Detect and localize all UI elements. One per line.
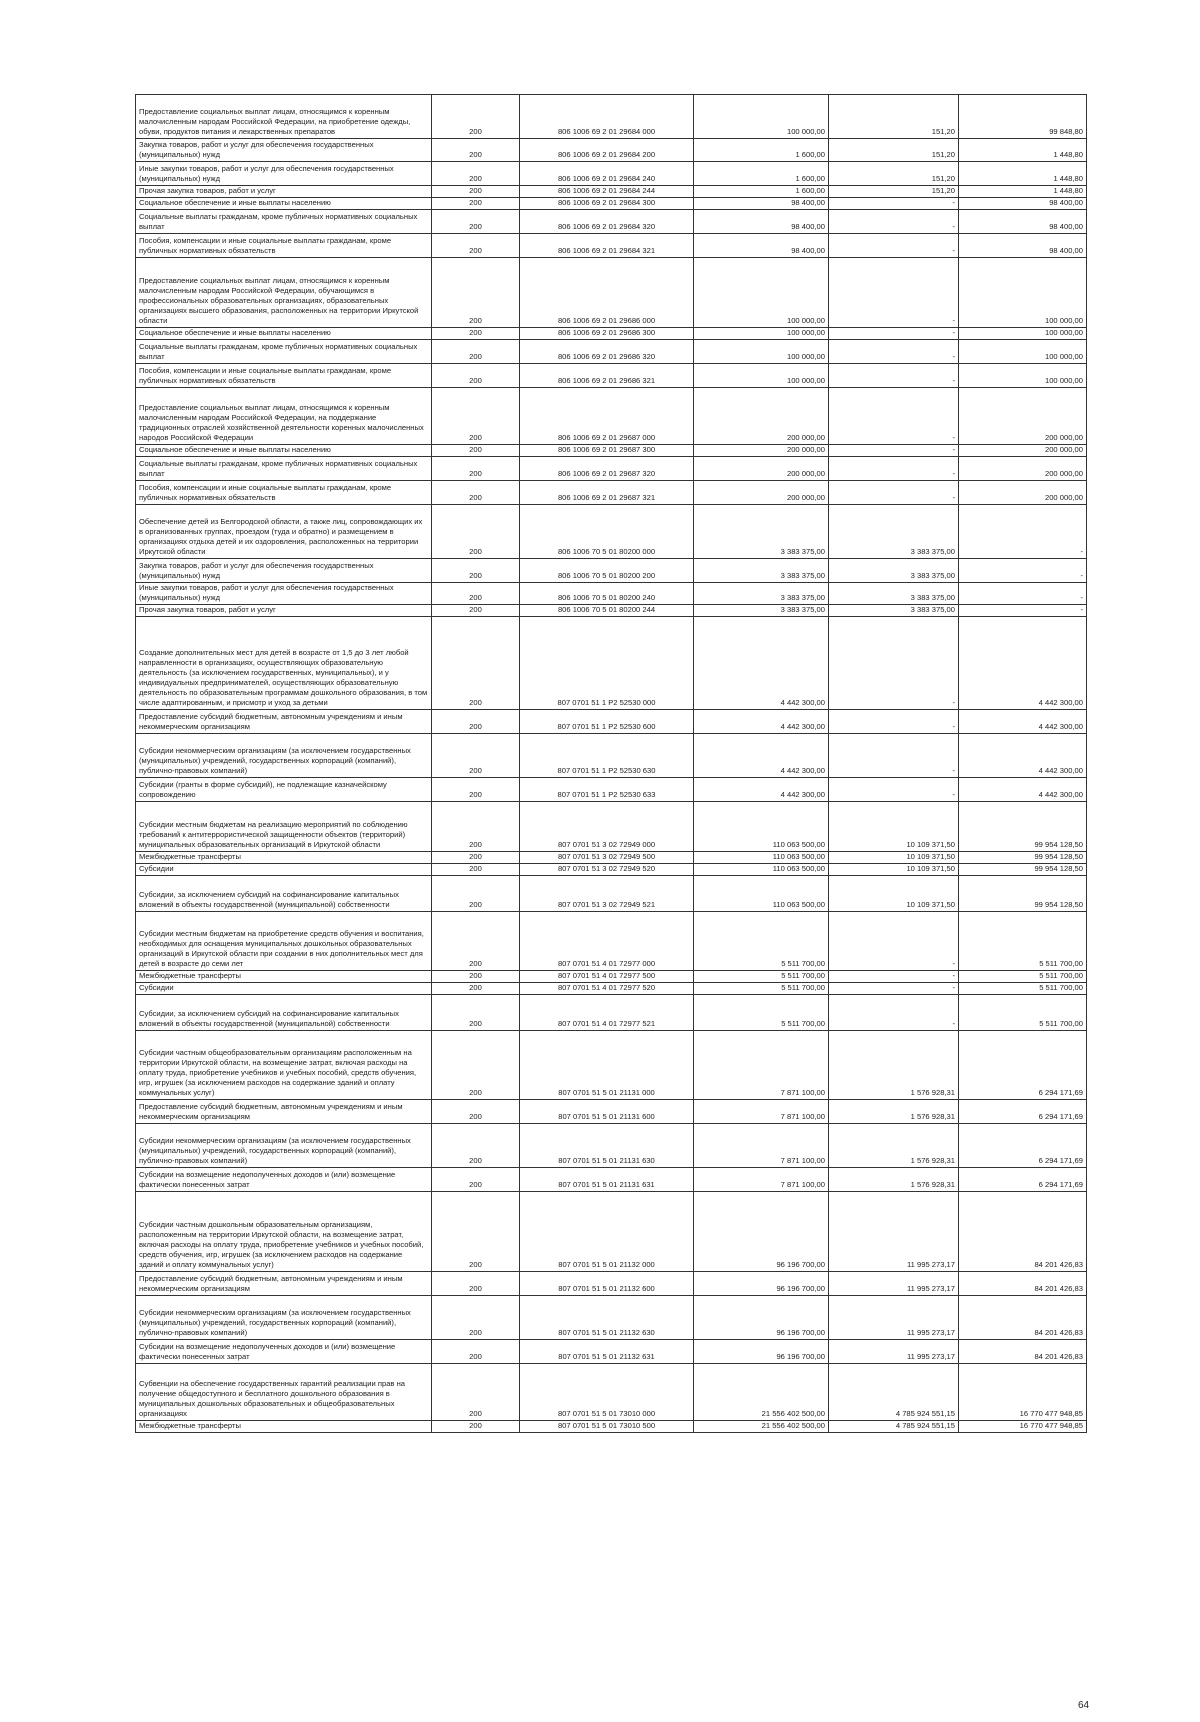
row-unexecuted-amount: 200 000,00 (959, 445, 1087, 457)
row-line-code: 200 (432, 1272, 520, 1296)
row-approved-amount: 100 000,00 (694, 364, 829, 388)
row-budget-code: 807 0701 51 4 01 72977 500 (520, 971, 694, 983)
row-line-code: 200 (432, 734, 520, 778)
row-unexecuted-amount: 200 000,00 (959, 481, 1087, 505)
row-name: Субсидии, за исключением субсидий на софинансирование капитальных вложений в объекты государственной (муниципальной) собственности (136, 995, 432, 1031)
table-row (136, 1296, 1087, 1340)
row-executed-amount: 4 785 924 551,15 (829, 1421, 959, 1433)
row-budget-code: 807 0701 51 4 01 72977 000 (520, 912, 694, 971)
row-approved-amount: 110 063 500,00 (694, 864, 829, 876)
row-budget-code: 807 0701 51 5 01 21131 000 (520, 1031, 694, 1100)
table-row (136, 1031, 1087, 1100)
row-line-code: 200 (432, 1192, 520, 1272)
row-line-code: 200 (432, 1124, 520, 1168)
row-name: Субсидии (гранты в форме субсидий), не подлежащие казначейскому сопровождению (136, 778, 432, 802)
row-name: Субсидии некоммерческим организациям (за исключением государственных (муниципальных) учреждений, государственных корпораций (компаний), публично-правовых компаний) (136, 1296, 432, 1340)
row-unexecuted-amount: 6 294 171,69 (959, 1031, 1087, 1100)
row-executed-amount: - (829, 445, 959, 457)
row-approved-amount: 110 063 500,00 (694, 802, 829, 852)
row-unexecuted-amount: 98 400,00 (959, 234, 1087, 258)
table-row (136, 505, 1087, 559)
row-name: Субсидии местным бюджетам на приобретение средств обучения и воспитания, необходимых для оснащения муниципальных дошкольных образовательных организаций в Иркутской области при создании в них дополнительных мест для детей в возрасте до семи лет (136, 912, 432, 971)
row-budget-code: 806 1006 70 5 01 80200 000 (520, 505, 694, 559)
row-name: Субсидии некоммерческим организациям (за исключением государственных (муниципальных) учреждений, государственных корпораций (компаний), публично-правовых компаний) (136, 1124, 432, 1168)
row-approved-amount: 7 871 100,00 (694, 1100, 829, 1124)
row-executed-amount: 151,20 (829, 139, 959, 162)
row-name: Субсидии некоммерческим организациям (за исключением государственных (муниципальных) учреждений, государственных корпораций (компаний), публично-правовых компаний) (136, 734, 432, 778)
row-name: Субсидии (136, 864, 432, 876)
row-unexecuted-amount: 5 511 700,00 (959, 983, 1087, 995)
table-row (136, 583, 1087, 605)
row-line-code: 200 (432, 234, 520, 258)
row-approved-amount: 110 063 500,00 (694, 852, 829, 864)
row-executed-amount: 1 576 928,31 (829, 1031, 959, 1100)
row-executed-amount: 3 383 375,00 (829, 559, 959, 583)
row-name: Предоставление социальных выплат лицам, относящимся к коренным малочисленным народам Российской Федерации, на поддержание традиционных отраслей хозяйственной деятельности коренных малочисленных народов Российской Федерации (136, 388, 432, 445)
row-unexecuted-amount: 99 848,80 (959, 95, 1087, 139)
row-approved-amount: 7 871 100,00 (694, 1031, 829, 1100)
table-row (136, 605, 1087, 617)
row-line-code: 200 (432, 198, 520, 210)
row-budget-code: 806 1006 69 2 01 29686 321 (520, 364, 694, 388)
row-line-code: 200 (432, 388, 520, 445)
row-executed-amount: - (829, 388, 959, 445)
row-unexecuted-amount: - (959, 505, 1087, 559)
row-budget-code: 806 1006 69 2 01 29684 200 (520, 139, 694, 162)
row-budget-code: 806 1006 69 2 01 29684 244 (520, 186, 694, 198)
table-body (136, 95, 1087, 1433)
row-unexecuted-amount: 16 770 477 948,85 (959, 1364, 1087, 1421)
row-executed-amount: 10 109 371,50 (829, 852, 959, 864)
row-executed-amount: 1 576 928,31 (829, 1100, 959, 1124)
row-approved-amount: 1 600,00 (694, 139, 829, 162)
table-row (136, 95, 1087, 139)
row-unexecuted-amount: 1 448,80 (959, 139, 1087, 162)
row-executed-amount: 4 785 924 551,15 (829, 1364, 959, 1421)
table-row (136, 210, 1087, 234)
row-budget-code: 806 1006 69 2 01 29687 320 (520, 457, 694, 481)
row-budget-code: 807 0701 51 3 02 72949 000 (520, 802, 694, 852)
row-line-code: 200 (432, 876, 520, 912)
table-row (136, 481, 1087, 505)
row-unexecuted-amount: 6 294 171,69 (959, 1168, 1087, 1192)
row-name: Иные закупки товаров, работ и услуг для обеспечения государственных (муниципальных) нужд (136, 583, 432, 605)
table-row (136, 139, 1087, 162)
row-unexecuted-amount: 100 000,00 (959, 328, 1087, 340)
row-name: Обеспечение детей из Белгородской области, а также лиц, сопровождающих их в организованных группах, проездом (туда и обратно) и размещением в организациях отдыха детей и их оздоровления, расположенных на территории Иркутской области (136, 505, 432, 559)
row-unexecuted-amount: 6 294 171,69 (959, 1124, 1087, 1168)
table-row (136, 162, 1087, 186)
row-name: Субсидии частным дошкольным образовательным организациям, расположенным на территории Иркутской области, на возмещение затрат, включая расходы на оплату труда, приобретение учебников и учебных пособий, средств обучения, игр, игрушек (за исключением расходов на содержание зданий и оплату коммунальных услуг) (136, 1192, 432, 1272)
row-unexecuted-amount: 98 400,00 (959, 210, 1087, 234)
table-row (136, 734, 1087, 778)
row-budget-code: 806 1006 69 2 01 29684 000 (520, 95, 694, 139)
row-name: Социальные выплаты гражданам, кроме публичных нормативных социальных выплат (136, 457, 432, 481)
row-line-code: 200 (432, 481, 520, 505)
row-unexecuted-amount: - (959, 559, 1087, 583)
row-approved-amount: 5 511 700,00 (694, 971, 829, 983)
row-unexecuted-amount: 4 442 300,00 (959, 778, 1087, 802)
table-row (136, 388, 1087, 445)
row-unexecuted-amount: 5 511 700,00 (959, 912, 1087, 971)
table-row (136, 912, 1087, 971)
budget-execution-table (135, 94, 1087, 1433)
row-name: Прочая закупка товаров, работ и услуг (136, 186, 432, 198)
row-line-code: 200 (432, 210, 520, 234)
row-executed-amount: 10 109 371,50 (829, 876, 959, 912)
row-name: Социальные выплаты гражданам, кроме публичных нормативных социальных выплат (136, 210, 432, 234)
table-row (136, 364, 1087, 388)
row-approved-amount: 100 000,00 (694, 95, 829, 139)
row-executed-amount: 11 995 273,17 (829, 1192, 959, 1272)
table-row (136, 1421, 1087, 1433)
table-row (136, 983, 1087, 995)
row-unexecuted-amount: 1 448,80 (959, 162, 1087, 186)
row-budget-code: 806 1006 69 2 01 29686 300 (520, 328, 694, 340)
row-executed-amount: - (829, 364, 959, 388)
table-row (136, 457, 1087, 481)
table-row (136, 852, 1087, 864)
row-approved-amount: 4 442 300,00 (694, 734, 829, 778)
row-name: Межбюджетные трансферты (136, 971, 432, 983)
row-executed-amount: - (829, 971, 959, 983)
row-line-code: 200 (432, 328, 520, 340)
row-unexecuted-amount: 1 448,80 (959, 186, 1087, 198)
page-number: 64 (1078, 1700, 1090, 1711)
row-name: Субвенции на обеспечение государственных гарантий реализации прав на получение общедоступного и бесплатного дошкольного образования в муниципальных дошкольных образовательных и общеобразовательных организациях (136, 1364, 432, 1421)
row-approved-amount: 100 000,00 (694, 258, 829, 328)
row-name: Пособия, компенсации и иные социальные выплаты гражданам, кроме публичных нормативных обязательств (136, 364, 432, 388)
row-executed-amount: - (829, 710, 959, 734)
table-row (136, 340, 1087, 364)
row-approved-amount: 5 511 700,00 (694, 995, 829, 1031)
row-line-code: 200 (432, 505, 520, 559)
row-name: Предоставление субсидий бюджетным, автономным учреждениям и иным некоммерческим организациям (136, 1100, 432, 1124)
table-row (136, 198, 1087, 210)
table-row (136, 328, 1087, 340)
row-approved-amount: 3 383 375,00 (694, 605, 829, 617)
row-budget-code: 807 0701 51 5 01 21132 000 (520, 1192, 694, 1272)
row-approved-amount: 98 400,00 (694, 210, 829, 234)
row-budget-code: 807 0701 51 1 P2 52530 600 (520, 710, 694, 734)
table-row (136, 778, 1087, 802)
row-unexecuted-amount: 84 201 426,83 (959, 1296, 1087, 1340)
row-executed-amount: 3 383 375,00 (829, 583, 959, 605)
row-executed-amount: 11 995 273,17 (829, 1340, 959, 1364)
row-executed-amount: 10 109 371,50 (829, 864, 959, 876)
table-row (136, 876, 1087, 912)
row-unexecuted-amount: 84 201 426,83 (959, 1340, 1087, 1364)
row-name: Субсидии на возмещение недополученных доходов и (или) возмещение фактически понесенных затрат (136, 1168, 432, 1192)
row-line-code: 200 (432, 983, 520, 995)
table-row (136, 445, 1087, 457)
row-budget-code: 806 1006 69 2 01 29686 000 (520, 258, 694, 328)
table-row (136, 971, 1087, 983)
row-line-code: 200 (432, 583, 520, 605)
row-unexecuted-amount: 100 000,00 (959, 258, 1087, 328)
row-unexecuted-amount: 99 954 128,50 (959, 876, 1087, 912)
row-name: Межбюджетные трансферты (136, 852, 432, 864)
row-budget-code: 806 1006 70 5 01 80200 240 (520, 583, 694, 605)
row-budget-code: 806 1006 69 2 01 29684 300 (520, 198, 694, 210)
row-executed-amount: 10 109 371,50 (829, 802, 959, 852)
row-executed-amount: - (829, 995, 959, 1031)
row-budget-code: 807 0701 51 1 P2 52530 630 (520, 734, 694, 778)
row-line-code: 200 (432, 1421, 520, 1433)
row-approved-amount: 3 383 375,00 (694, 505, 829, 559)
row-executed-amount: 151,20 (829, 95, 959, 139)
row-line-code: 200 (432, 186, 520, 198)
row-name: Прочая закупка товаров, работ и услуг (136, 605, 432, 617)
row-budget-code: 807 0701 51 3 02 72949 520 (520, 864, 694, 876)
row-unexecuted-amount: 100 000,00 (959, 340, 1087, 364)
row-unexecuted-amount: 4 442 300,00 (959, 710, 1087, 734)
row-line-code: 200 (432, 778, 520, 802)
row-approved-amount: 96 196 700,00 (694, 1192, 829, 1272)
row-approved-amount: 4 442 300,00 (694, 778, 829, 802)
row-line-code: 200 (432, 95, 520, 139)
row-approved-amount: 7 871 100,00 (694, 1124, 829, 1168)
row-budget-code: 806 1006 69 2 01 29684 321 (520, 234, 694, 258)
row-budget-code: 806 1006 70 5 01 80200 244 (520, 605, 694, 617)
row-budget-code: 807 0701 51 4 01 72977 520 (520, 983, 694, 995)
row-line-code: 200 (432, 162, 520, 186)
row-budget-code: 807 0701 51 5 01 21132 600 (520, 1272, 694, 1296)
row-line-code: 200 (432, 1100, 520, 1124)
row-name: Предоставление социальных выплат лицам, относящимся к коренным малочисленным народам Российской Федерации, на приобретение одежды, обуви, продуктов питания и лекарственных препаратов (136, 95, 432, 139)
row-approved-amount: 1 600,00 (694, 186, 829, 198)
row-executed-amount: 3 383 375,00 (829, 505, 959, 559)
row-line-code: 200 (432, 1340, 520, 1364)
row-unexecuted-amount: 5 511 700,00 (959, 971, 1087, 983)
row-approved-amount: 96 196 700,00 (694, 1296, 829, 1340)
row-name: Социальное обеспечение и иные выплаты населению (136, 328, 432, 340)
row-line-code: 200 (432, 912, 520, 971)
row-line-code: 200 (432, 802, 520, 852)
row-budget-code: 807 0701 51 5 01 21132 630 (520, 1296, 694, 1340)
row-line-code: 200 (432, 457, 520, 481)
row-approved-amount: 200 000,00 (694, 388, 829, 445)
row-line-code: 200 (432, 559, 520, 583)
row-budget-code: 807 0701 51 5 01 21132 631 (520, 1340, 694, 1364)
row-executed-amount: - (829, 778, 959, 802)
row-budget-code: 806 1006 69 2 01 29686 320 (520, 340, 694, 364)
row-name: Пособия, компенсации и иные социальные выплаты гражданам, кроме публичных нормативных обязательств (136, 234, 432, 258)
row-executed-amount: - (829, 328, 959, 340)
row-executed-amount: - (829, 734, 959, 778)
row-approved-amount: 4 442 300,00 (694, 710, 829, 734)
row-budget-code: 806 1006 70 5 01 80200 200 (520, 559, 694, 583)
row-unexecuted-amount: 84 201 426,83 (959, 1272, 1087, 1296)
table-row (136, 559, 1087, 583)
table-row (136, 995, 1087, 1031)
row-budget-code: 807 0701 51 5 01 21131 600 (520, 1100, 694, 1124)
table-row (136, 1364, 1087, 1421)
row-budget-code: 807 0701 51 5 01 21131 631 (520, 1168, 694, 1192)
row-approved-amount: 96 196 700,00 (694, 1340, 829, 1364)
row-executed-amount: 11 995 273,17 (829, 1272, 959, 1296)
row-unexecuted-amount: 98 400,00 (959, 198, 1087, 210)
row-name: Социальные выплаты гражданам, кроме публичных нормативных социальных выплат (136, 340, 432, 364)
table-row (136, 1192, 1087, 1272)
row-approved-amount: 5 511 700,00 (694, 983, 829, 995)
row-name: Субсидии на возмещение недополученных доходов и (или) возмещение фактически понесенных затрат (136, 1340, 432, 1364)
row-budget-code: 806 1006 69 2 01 29687 321 (520, 481, 694, 505)
row-executed-amount: - (829, 258, 959, 328)
row-budget-code: 806 1006 69 2 01 29684 240 (520, 162, 694, 186)
row-unexecuted-amount: - (959, 605, 1087, 617)
row-unexecuted-amount: - (959, 583, 1087, 605)
row-budget-code: 807 0701 51 4 01 72977 521 (520, 995, 694, 1031)
row-line-code: 200 (432, 710, 520, 734)
row-line-code: 200 (432, 1296, 520, 1340)
row-approved-amount: 1 600,00 (694, 162, 829, 186)
row-name: Субсидии местным бюджетам на реализацию мероприятий по соблюдению требований к антитеррористической защищенности объектов (территорий) муниципальных образовательных организаций в Иркутской области (136, 802, 432, 852)
row-name: Предоставление субсидий бюджетным, автономным учреждениям и иным некоммерческим организациям (136, 710, 432, 734)
row-line-code: 200 (432, 1364, 520, 1421)
row-budget-code: 807 0701 51 5 01 73010 000 (520, 1364, 694, 1421)
row-unexecuted-amount: 4 442 300,00 (959, 734, 1087, 778)
table-row (136, 186, 1087, 198)
table-row (136, 258, 1087, 328)
row-line-code: 200 (432, 971, 520, 983)
row-budget-code: 807 0701 51 3 02 72949 500 (520, 852, 694, 864)
row-unexecuted-amount: 99 954 128,50 (959, 802, 1087, 852)
row-name: Закупка товаров, работ и услуг для обеспечения государственных (муниципальных) нужд (136, 559, 432, 583)
table-row (136, 864, 1087, 876)
budget-report-sheet (135, 94, 1086, 1433)
table-row (136, 1272, 1087, 1296)
row-line-code: 200 (432, 139, 520, 162)
row-unexecuted-amount: 4 442 300,00 (959, 617, 1087, 710)
table-row (136, 234, 1087, 258)
row-approved-amount: 200 000,00 (694, 457, 829, 481)
row-approved-amount: 200 000,00 (694, 445, 829, 457)
row-name: Пособия, компенсации и иные социальные выплаты гражданам, кроме публичных нормативных обязательств (136, 481, 432, 505)
row-line-code: 200 (432, 1168, 520, 1192)
row-name: Предоставление субсидий бюджетным, автономным учреждениям и иным некоммерческим организациям (136, 1272, 432, 1296)
row-budget-code: 806 1006 69 2 01 29687 000 (520, 388, 694, 445)
row-budget-code: 807 0701 51 5 01 73010 500 (520, 1421, 694, 1433)
row-executed-amount: 151,20 (829, 162, 959, 186)
row-executed-amount: 11 995 273,17 (829, 1296, 959, 1340)
table-row (136, 710, 1087, 734)
row-executed-amount: - (829, 340, 959, 364)
row-name: Межбюджетные трансферты (136, 1421, 432, 1433)
row-approved-amount: 96 196 700,00 (694, 1272, 829, 1296)
row-executed-amount: 1 576 928,31 (829, 1168, 959, 1192)
row-unexecuted-amount: 5 511 700,00 (959, 995, 1087, 1031)
row-executed-amount: - (829, 481, 959, 505)
row-unexecuted-amount: 99 954 128,50 (959, 852, 1087, 864)
row-approved-amount: 100 000,00 (694, 328, 829, 340)
row-unexecuted-amount: 6 294 171,69 (959, 1100, 1087, 1124)
row-approved-amount: 3 383 375,00 (694, 559, 829, 583)
row-budget-code: 807 0701 51 1 P2 52530 000 (520, 617, 694, 710)
row-approved-amount: 98 400,00 (694, 198, 829, 210)
row-executed-amount: 151,20 (829, 186, 959, 198)
row-line-code: 200 (432, 364, 520, 388)
row-name: Иные закупки товаров, работ и услуг для обеспечения государственных (муниципальных) нужд (136, 162, 432, 186)
row-approved-amount: 5 511 700,00 (694, 912, 829, 971)
row-line-code: 200 (432, 258, 520, 328)
row-name: Социальное обеспечение и иные выплаты населению (136, 445, 432, 457)
row-unexecuted-amount: 16 770 477 948,85 (959, 1421, 1087, 1433)
row-line-code: 200 (432, 1031, 520, 1100)
row-approved-amount: 110 063 500,00 (694, 876, 829, 912)
row-approved-amount: 21 556 402 500,00 (694, 1421, 829, 1433)
row-executed-amount: - (829, 210, 959, 234)
row-line-code: 200 (432, 605, 520, 617)
row-unexecuted-amount: 200 000,00 (959, 457, 1087, 481)
row-approved-amount: 3 383 375,00 (694, 583, 829, 605)
table-row (136, 802, 1087, 852)
row-approved-amount: 21 556 402 500,00 (694, 1364, 829, 1421)
row-executed-amount: - (829, 983, 959, 995)
row-approved-amount: 100 000,00 (694, 340, 829, 364)
row-unexecuted-amount: 200 000,00 (959, 388, 1087, 445)
table-row (136, 1124, 1087, 1168)
row-approved-amount: 200 000,00 (694, 481, 829, 505)
row-line-code: 200 (432, 864, 520, 876)
table-row (136, 1168, 1087, 1192)
row-line-code: 200 (432, 445, 520, 457)
row-line-code: 200 (432, 995, 520, 1031)
table-row (136, 617, 1087, 710)
row-line-code: 200 (432, 852, 520, 864)
row-budget-code: 806 1006 69 2 01 29684 320 (520, 210, 694, 234)
row-approved-amount: 98 400,00 (694, 234, 829, 258)
row-budget-code: 807 0701 51 3 02 72949 521 (520, 876, 694, 912)
row-executed-amount: 1 576 928,31 (829, 1124, 959, 1168)
row-name: Закупка товаров, работ и услуг для обеспечения государственных (муниципальных) нужд (136, 139, 432, 162)
row-budget-code: 807 0701 51 1 P2 52530 633 (520, 778, 694, 802)
row-name: Создание дополнительных мест для детей в возрасте от 1,5 до 3 лет любой направленности в организациях, осуществляющих образовательную деятельность (за исключением государственных, муниципальных), и у индивидуальных предпринимателей, осуществляющих образовательную деятельность по образовательным программам дошкольного образования, в том числе адаптированным, и присмотр и уход за детьми (136, 617, 432, 710)
row-line-code: 200 (432, 340, 520, 364)
row-unexecuted-amount: 84 201 426,83 (959, 1192, 1087, 1272)
row-executed-amount: 3 383 375,00 (829, 605, 959, 617)
table-row (136, 1340, 1087, 1364)
row-budget-code: 807 0701 51 5 01 21131 630 (520, 1124, 694, 1168)
row-name: Субсидии (136, 983, 432, 995)
row-executed-amount: - (829, 912, 959, 971)
row-executed-amount: - (829, 617, 959, 710)
row-executed-amount: - (829, 198, 959, 210)
row-unexecuted-amount: 99 954 128,50 (959, 864, 1087, 876)
row-budget-code: 806 1006 69 2 01 29687 300 (520, 445, 694, 457)
row-approved-amount: 7 871 100,00 (694, 1168, 829, 1192)
row-unexecuted-amount: 100 000,00 (959, 364, 1087, 388)
table-row (136, 1100, 1087, 1124)
row-name: Социальное обеспечение и иные выплаты населению (136, 198, 432, 210)
row-executed-amount: - (829, 234, 959, 258)
row-executed-amount: - (829, 457, 959, 481)
row-name: Субсидии, за исключением субсидий на софинансирование капитальных вложений в объекты государственной (муниципальной) собственности (136, 876, 432, 912)
row-approved-amount: 4 442 300,00 (694, 617, 829, 710)
row-name: Субсидии частным общеобразовательным организациям расположенным на территории Иркутской области, на возмещение затрат, включая расходы на оплату труда, приобретение учебников и учебных пособий, средств обучения, игр, игрушек (за исключением расходов на содержание зданий и оплату коммунальных услуг) (136, 1031, 432, 1100)
row-name: Предоставление социальных выплат лицам, относящимся к коренным малочисленным народам Российской Федерации, обучающимся в профессиональных образовательных организациях, образовательных организациях высшего образования, расположенных на территории Иркутской области (136, 258, 432, 328)
row-line-code: 200 (432, 617, 520, 710)
